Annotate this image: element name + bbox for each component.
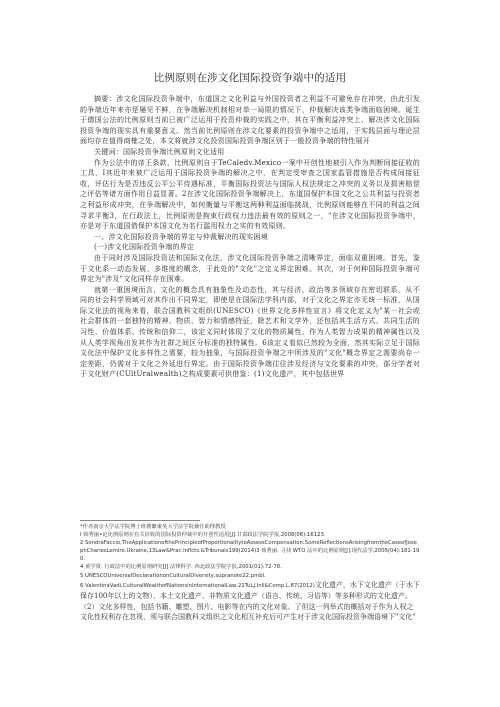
footnote-divider [80, 520, 200, 521]
footnote: 5 UNESCOUniversalDeclarationonCulturalDiversity,supranote22,pmbl. [80, 572, 266, 579]
intro-paragraph: 作为公法中的帝王条款，比例原则自于TeCaledv.Mexico一案中开创性地被引入作为判断间接征收的工具，Ⅰ其近年来被广泛运用于国际投资争端的解决之中，在判定受审查之国家监管措施是否构成间接征收，评估行为是否违反公平公平待遇标准，平衡国际投资法与国际人权法规定之冲突的义务以及损害赔偿之评估等诸方面作用日益显著。2在涉文化国际投资争端解决上，东道国保护本国文化之公共利益与投资者之利益形成冲突，在争端解决中，如何衡量与平衡这两种利益面临挑战，比例原则能够在不同的利益之间寻求平衡3，在行政法上，比例原则是拘束行政权力违法最有效的原则之一，"在涉文化国际投资争端中，亦是对于东道国借保护本国文化为名行滥用权力之实的有效原则。 [80, 158, 420, 231]
footnote-continued [80, 580, 420, 623]
body-continued: 文化遗产，水下文化遗产（于水下保存100年以上的文物）、本土文化遗产、非物质文化遗产（语言、传统、习俗等）等多种形式的文化遗产。（2）文化多样性，包括书籍、雕塑、图片、电影等在内的文化对象。了但这一列举式的概括对于作为人权之文化性权利存在忽视，须与联合国教科文组织之文化相互补充后可产生对于涉文化国际投资争端语境下"文化" [80, 580, 420, 622]
footnote: 4 黄学贤. 行政法中的比例原则研究[J].法律科学. 西北政法学院学报,2001(01):72-78. [80, 564, 282, 571]
subsection-heading: (一)涉文化国际投资争端的界定 [94, 243, 195, 252]
footnote: I 韩秀丽•论比例原则在有关征收的国际投资仲裁中的开创性适用[J].甘肃政法学院学报,2008(06):16123. [80, 532, 326, 539]
footnotes [80, 523, 420, 623]
keywords-paragraph: 关键词：国际投资争端比例原则文化适用 [94, 147, 225, 156]
footnote: 2 SondraFaccio,TheApplicationofthePrincipleofProportionalitytoAssessCompensation:SomeReflectionsArisingfromtheCaseofJosephCharlesLemire.Ukraine,13Law&Prac.lnflcts.&Tribunals199(2014)3 韩秀丽. 寻找 WTO 法中的比例原则[J].现代法学,2005(04):181-190. [80, 540, 420, 563]
body-paragraph: 就第一重困境而言，文化的概念具有抽象性及动态性，其与经济、政治等多领域存在密切联系，从不同的社会科学领域可对其作出不同界定，即使是在国际法学科内部，对于文化之界定亦无统一标准，从国际文化法的视角来看，联合国教科文组织(UNESCO)《世界文化多样性宣言》将文化定义为"某一社会或社会群体的一套独特的精神、物质、智力和情感特征，除艺术和文学外，还包括其生活方式、共同生活的习性、价值体系、传统和信仰二，该定义同时体现了文化的物质属性、作为人类智力成果的精神属性以及从人类学视角出发其作为社群之间区分标准的独特属性。6该定义看似已然较为全面，然其实际立足于国际文化法中保护文化多样性之需要，较为抽象，与国际投资争端之中所涉及的"文化"概念界定之需要尚存一定差距，仍需对于文化之外延进行界定。由于国际投资争端往往涉及经济与文化要素的冲突，部分学者对于文化财产(CUltUralwealth)之构成要素可供借鉴：(1)文化遗产，其中包括世界 [80, 285, 420, 379]
page-title: 比例原则在涉文化国际投资争端中的适用 [153, 72, 347, 84]
section-heading: 一、涉文化国际投资争端的界定与仲裁解决的现实困境 [94, 232, 268, 241]
abstract-paragraph: 摘要：涉文化国际投资争端中，东道国之文化利益与外国投资者之利益不可避免存在冲突，由此引发的争端近年来亦是屡见不鲜，在争端解决机制相对单一局限的情况下，仲裁解决该类争端面临困境。诞生于德国公法的比例原则当前已被广泛运用于投资仲裁的实践之中，其在平衡利益冲突上、解决涉文化国际投资争端的现实具有重要意义。然当前比例原则在涉文化要素的投资争端中之适用，于实践层面与理论层面均存在值得商榷之处，本文将就涉文化投资国际投资争端区别于一般投资争端的特性展开 [80, 95, 420, 146]
body-paragraph: 由于同时涉及国际投资法和国际文化法，涉文化国际投资争端之清晰界定，面临双重困境。首先，鉴于文化系一动态发展、多维度的概念，于此处的"文化"之定义界定困难。其次，对于何种国际投资争端可界定为"涉及"文化同样存在困难。 [80, 253, 420, 284]
footnote: 6 ValentinaVadi,CulturalWealthofNationsinInternationalLaw,21TuLJ.Inll&Comp.L.87(2012) [80, 582, 315, 589]
footnote: *作者南京大学法学院博士班雅繁東吳大学法学院兼任助理教授 [80, 524, 226, 530]
article-body [80, 94, 420, 380]
